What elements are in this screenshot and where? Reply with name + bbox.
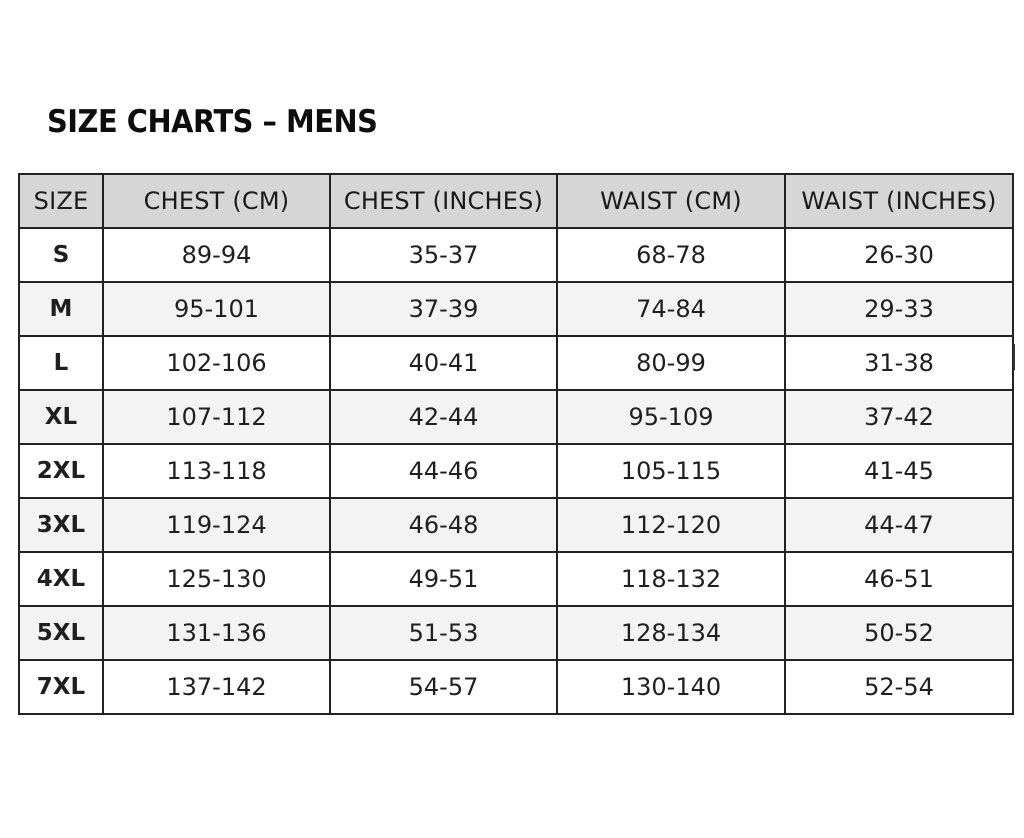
size-cell: S [19, 228, 103, 282]
waist-cm-cell: 74-84 [557, 282, 785, 336]
chest-inches-cell: 44-46 [330, 444, 557, 498]
waist-cm-cell: 95-109 [557, 390, 785, 444]
chest-inches-cell: 42-44 [330, 390, 557, 444]
waist-cm-cell: 80-99 [557, 336, 785, 390]
chest-inches-cell: 40-41 [330, 336, 557, 390]
chest-cm-cell: 131-136 [103, 606, 330, 660]
table-row [19, 390, 1013, 444]
waist-inches-cell: 29-33 [785, 282, 1013, 336]
chest-inches-cell: 37-39 [330, 282, 557, 336]
size-cell: L [19, 336, 103, 390]
waist-inches-cell: 41-45 [785, 444, 1013, 498]
chest-inches-cell: 46-48 [330, 498, 557, 552]
chest-inches-cell: 35-37 [330, 228, 557, 282]
table-header-row [19, 174, 1013, 228]
chest-cm-cell: 107-112 [103, 390, 330, 444]
table-row [19, 228, 1013, 282]
table-row [19, 660, 1013, 714]
text-cursor-mark [1013, 344, 1015, 370]
size-cell: 3XL [19, 498, 103, 552]
chest-cm-cell: 125-130 [103, 552, 330, 606]
waist-inches-cell: 31-38 [785, 336, 1013, 390]
table-row [19, 282, 1013, 336]
table-row [19, 552, 1013, 606]
size-cell: 7XL [19, 660, 103, 714]
page-title: SIZE CHARTS – MENS [47, 104, 378, 140]
size-cell: M [19, 282, 103, 336]
chest-cm-cell: 102-106 [103, 336, 330, 390]
waist-cm-cell: 68-78 [557, 228, 785, 282]
column-header-chest-cm: CHEST (CM) [103, 174, 330, 228]
size-cell: 5XL [19, 606, 103, 660]
size-cell: 4XL [19, 552, 103, 606]
waist-inches-cell: 50-52 [785, 606, 1013, 660]
chest-cm-cell: 95-101 [103, 282, 330, 336]
chest-inches-cell: 51-53 [330, 606, 557, 660]
column-header-chest-inches: CHEST (INCHES) [330, 174, 557, 228]
chest-cm-cell: 113-118 [103, 444, 330, 498]
table-row [19, 444, 1013, 498]
waist-inches-cell: 37-42 [785, 390, 1013, 444]
column-header-waist-inches: WAIST (INCHES) [785, 174, 1013, 228]
size-chart-table [18, 173, 1014, 715]
waist-inches-cell: 44-47 [785, 498, 1013, 552]
column-header-waist-cm: WAIST (CM) [557, 174, 785, 228]
waist-inches-cell: 26-30 [785, 228, 1013, 282]
table-row [19, 606, 1013, 660]
chest-inches-cell: 54-57 [330, 660, 557, 714]
chest-cm-cell: 119-124 [103, 498, 330, 552]
table-row [19, 336, 1013, 390]
waist-cm-cell: 105-115 [557, 444, 785, 498]
size-cell: 2XL [19, 444, 103, 498]
waist-inches-cell: 46-51 [785, 552, 1013, 606]
waist-cm-cell: 118-132 [557, 552, 785, 606]
column-header-size: SIZE [19, 174, 103, 228]
chest-inches-cell: 49-51 [330, 552, 557, 606]
table-row [19, 498, 1013, 552]
chest-cm-cell: 89-94 [103, 228, 330, 282]
chest-cm-cell: 137-142 [103, 660, 330, 714]
waist-cm-cell: 130-140 [557, 660, 785, 714]
waist-cm-cell: 128-134 [557, 606, 785, 660]
waist-inches-cell: 52-54 [785, 660, 1013, 714]
waist-cm-cell: 112-120 [557, 498, 785, 552]
size-cell: XL [19, 390, 103, 444]
